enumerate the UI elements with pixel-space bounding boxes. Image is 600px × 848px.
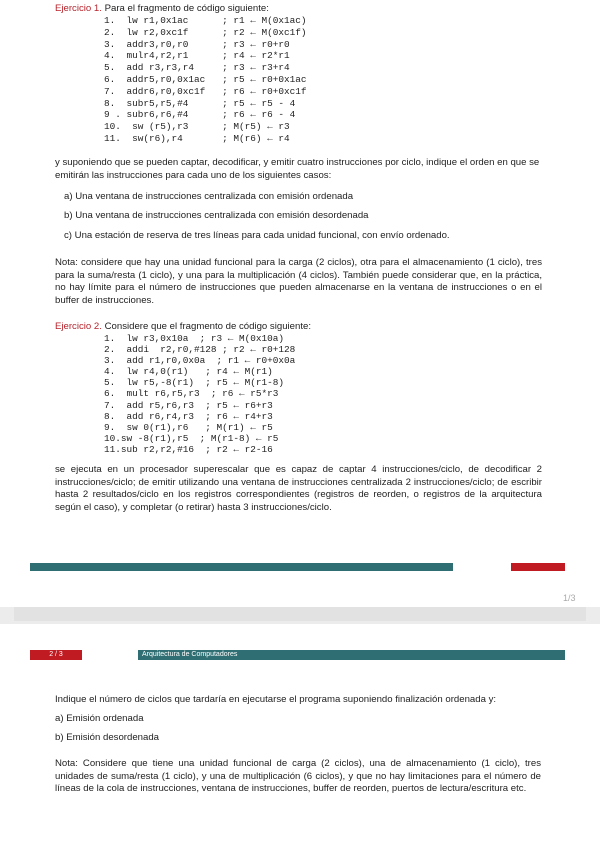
ex2-code-block	[104, 333, 295, 455]
code-line: 1. lw r1,0x1ac ; r1 ← M(0x1ac)	[104, 15, 307, 26]
code-line: 9. sw 0(r1),r6 ; M(r1) ← r5	[104, 421, 273, 433]
footer-teal-bar	[30, 563, 453, 571]
code-line: 10. sw (r5),r3 ; M(r5) ← r3	[104, 121, 290, 133]
code-line: 4. mulr4,r2,r1 ; r4 ← r2*r1	[104, 50, 290, 62]
code-line: 7. addr6,r0,0xc1f ; r6 ← r0+0xc1f	[104, 85, 307, 97]
code-line: 11.sub r2,r2,#16 ; r2 ← r2-16	[104, 443, 273, 455]
code-line: 5. add r3,r3,r4 ; r3 ← r3+r4	[104, 62, 290, 74]
ex2-intro: Considere que el fragmento de código siguiente:	[104, 321, 311, 332]
ex1-item-b: b) Una ventana de instrucciones centralizada con emisión desordenada	[64, 210, 369, 221]
code-line: 8. add r6,r4,r3 ; r6 ← r4+r3	[104, 410, 273, 422]
code-line: 7. add r5,r6,r3 ; r5 ← r6+r3	[104, 399, 273, 411]
ex1-label: Ejercicio 1.	[55, 3, 102, 14]
code-line: 4. lw r4,0(r1) ; r4 ← M(r1)	[104, 366, 273, 378]
code-line: 1. lw r3,0x10a ; r3 ← M(0x10a)	[104, 333, 285, 344]
ex2-paragraph: se ejecuta en un procesador superescalar que es capaz de captar 4 instrucciones/ciclo, de decodificar 2 instrucciones/ciclo; de emitir utilizando una ventana de instrucciones centralizada 2 instrucciones/ciclo; de escribir hasta 2 resultados/ciclo en los registros correspondientes (registros de reorden, o registros de la arquitectura según el caso), y completar (o retirar) hasta 3 instrucciones/ciclo.	[55, 464, 542, 513]
p2-item-b: b) Emisión desordenada	[55, 732, 159, 743]
ex1-code-block	[104, 15, 307, 145]
p2-question: Indique el número de ciclos que tardaría en ejecutarse el programa suponiendo finalización ordenada y:	[55, 694, 497, 705]
code-line: 2. lw r2,0xc1f ; r2 ← M(0xc1f)	[104, 26, 307, 38]
p2-note: Nota: Considere que tiene una unidad funcional de carga (2 ciclos), una de almacenamiento (1 ciclo), tres unidades de suma/resta (1 ciclo), y una de multiplicación (6 ciclos), y que no hay limitaciones para el número de líneas de la cola de instrucciones, ventana de instrucciones, buffer de reorden, puertos de lectura/escritura etc.	[55, 758, 541, 794]
page-number: 1/3	[563, 593, 576, 603]
ex1-paragraph: y suponiendo que se pueden captar, decodificar, y emitir cuatro instrucciones por ciclo, indique el orden en que se emitirán las instrucciones para cada uno de los siguientes casos:	[55, 157, 540, 181]
code-line: 6. addr5,r0,0x1ac ; r5 ← r0+0x1ac	[104, 73, 307, 85]
ex1-item-a: a) Una ventana de instrucciones centralizada con emisión ordenada	[64, 191, 354, 202]
code-line: 2. addi r2,r0,#128 ; r2 ← r0+128	[104, 344, 296, 356]
ex1-heading	[55, 3, 555, 16]
code-line: 5. lw r5,-8(r1) ; r5 ← M(r1-8)	[104, 377, 285, 389]
code-line: 6. mult r6,r5,r3 ; r6 ← r5*r3	[104, 388, 279, 400]
header-course-title: Arquitectura de Computadores	[138, 650, 565, 660]
code-line: 8. subr5,r5,#4 ; r5 ← r5 - 4	[104, 97, 296, 109]
ex1-note: Nota: considere que hay una unidad funcional para la carga (2 ciclos), otra para el almacenamiento (1 ciclo), tres para la suma/resta (1 ciclo), y una para la multiplicación (4 ciclos). También puede considerar que, en la práctica, no hay límite para el número de instrucciones que pueden almacenarse en la ventana de instrucciones o en el buffer de instrucciones.	[55, 257, 542, 306]
ex1-item-c: c) Una estación de reserva de tres líneas para cada unidad funcional, con envío ordenado.	[64, 230, 450, 241]
code-line: 11. sw(r6),r4 ; M(r6) ← r4	[104, 132, 290, 144]
code-line: 3. addr3,r0,r0 ; r3 ← r0+r0	[104, 38, 290, 50]
footer-red-bar	[511, 563, 565, 571]
p2-item-a: a) Emisión ordenada	[55, 713, 144, 724]
ex1-intro: Para el fragmento de código siguiente:	[104, 3, 269, 14]
page-separator	[14, 607, 586, 621]
ex2-heading	[55, 321, 555, 334]
code-line: 10.sw -8(r1),r5 ; M(r1-8) ← r5	[104, 432, 279, 444]
header-page-number: 2 / 3	[30, 650, 82, 660]
code-line: 3. add r1,r0,0x0a ; r1 ← r0+0x0a	[104, 355, 296, 367]
code-line: 9 . subr6,r6,#4 ; r6 ← r6 - 4	[104, 109, 296, 121]
ex2-label: Ejercicio 2.	[55, 321, 102, 332]
